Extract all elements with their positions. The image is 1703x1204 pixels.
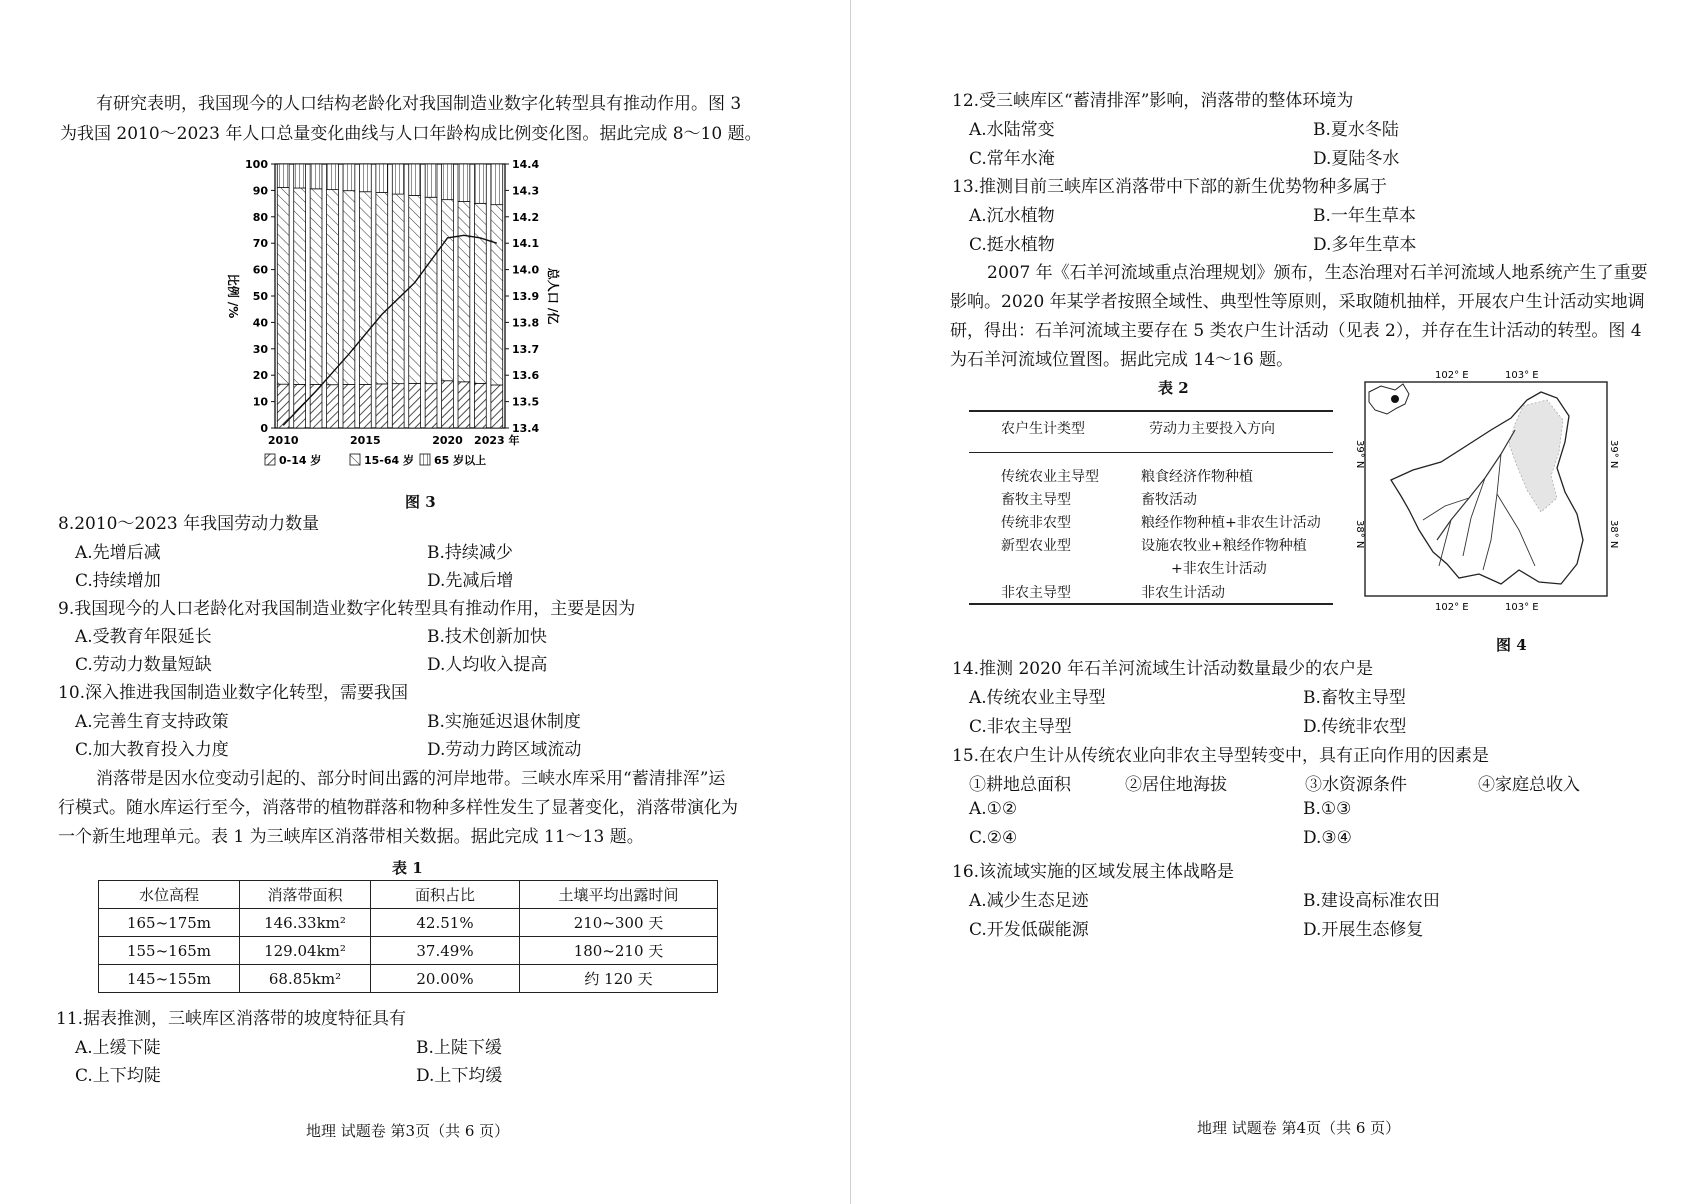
- y-tick-label-left: 10: [252, 395, 268, 409]
- x-tick-label: 2010: [267, 434, 299, 447]
- q16-option-b[interactable]: B.建设高标准农田: [1303, 891, 1440, 911]
- map-lon-label-bottom-1: 102° E: [1435, 602, 1469, 613]
- q12-option-d[interactable]: D.夏陆冬水: [1313, 149, 1400, 169]
- y-tick-label-left: 100: [245, 158, 268, 171]
- map-lat-label-right-1: 39° N: [1608, 440, 1619, 469]
- q15-factor-4: ④家庭总收入: [1478, 775, 1580, 795]
- bar-segment-0-14: [294, 384, 306, 428]
- y-tick-label-right: 13.6: [512, 369, 540, 383]
- table1-cell: 180~210 天: [520, 937, 718, 965]
- page-footer-right: 地理 试题卷 第4页（共 6 页）: [1197, 1119, 1401, 1137]
- bar-segment-65-plus: [277, 164, 289, 187]
- page-right: [851, 0, 1703, 1204]
- figure4-caption: 图 4: [1496, 636, 1527, 654]
- bar-segment-0-14: [343, 384, 355, 428]
- y-tick-label-right: 13.4: [512, 422, 540, 435]
- legend-swatch: [265, 454, 275, 465]
- y-tick-label-left: 20: [252, 369, 268, 383]
- table2-cell: 粮经作物种植+非农生计活动: [1141, 515, 1321, 531]
- map-lon-label-top-1: 102° E: [1435, 370, 1469, 381]
- bar-segment-0-14: [442, 381, 454, 428]
- q11-option-d[interactable]: D.上下均缓: [416, 1066, 503, 1086]
- bar-segment-15-64: [376, 193, 388, 384]
- y-axis-label-right: 总人口 /亿: [546, 267, 560, 325]
- table1-cell: 约 120 天: [520, 965, 718, 993]
- q12-option-c[interactable]: C.常年水淹: [969, 149, 1055, 169]
- y-tick-label-left: 80: [252, 210, 268, 224]
- passage2-line-2: 行模式。随水库运行至今，消落带的植物群落和物种多样性发生了显著变化，消落带演化为: [58, 798, 738, 818]
- bar-segment-65-plus: [409, 164, 421, 195]
- q12-stem: 12.受三峡库区“蓄清排浑”影响，消落带的整体环境为: [952, 91, 1354, 111]
- bar-segment-15-64: [277, 187, 289, 384]
- bar-segment-0-14: [392, 384, 404, 428]
- table2-top-rule: [969, 410, 1333, 412]
- map-lat-label-left-2: 38° N: [1354, 520, 1365, 549]
- bar-segment-0-14: [474, 383, 486, 428]
- x-tick-label: 2023 年: [474, 434, 520, 447]
- bar-segment-15-64: [327, 190, 339, 385]
- q8-option-a[interactable]: A.先增后减: [75, 543, 161, 563]
- q8-option-d[interactable]: D.先减后增: [427, 571, 514, 591]
- table2-header-rule: [969, 452, 1333, 453]
- q15-option-d[interactable]: D.③④: [1303, 828, 1352, 848]
- table-row: [99, 937, 718, 965]
- table2-title: 表 2: [1158, 379, 1189, 397]
- y-tick-label-right: 13.5: [512, 395, 540, 409]
- bar-segment-65-plus: [310, 164, 322, 189]
- table1-cell: 42.51%: [371, 909, 520, 937]
- table1-cell: 68.85km²: [240, 965, 371, 993]
- y-tick-label-right: 14.1: [512, 237, 540, 251]
- table1-cell: 20.00%: [371, 965, 520, 993]
- bar-segment-0-14: [409, 383, 421, 428]
- q15-factor-2: ②居住地海拔: [1125, 775, 1227, 795]
- table1-cell: 129.04km²: [240, 937, 371, 965]
- bar-segment-65-plus: [425, 164, 437, 197]
- y-tick-label-right: 14.0: [512, 263, 540, 277]
- q9-option-d[interactable]: D.人均收入提高: [427, 655, 548, 675]
- table2-cell: 畜牧主导型: [1001, 492, 1071, 508]
- bar-segment-65-plus: [442, 164, 454, 200]
- table2-cell: 新型农业型: [1001, 538, 1071, 554]
- bar-segment-65-plus: [343, 164, 355, 191]
- table1-header: 面积占比: [371, 881, 520, 909]
- table1-header-row: [99, 881, 718, 909]
- q11-stem: 11.据表推测，三峡库区消落带的坡度特征具有: [56, 1009, 407, 1029]
- map-lon-label-top-2: 103° E: [1505, 370, 1539, 381]
- passage2-line-1: 消落带是因水位变动引起的、部分时间出露的河岸地带。三峡水库采用“蓄清排浑”运: [96, 769, 726, 789]
- q13-option-b[interactable]: B.一年生草本: [1313, 206, 1416, 226]
- table2-cell: 传统农业主导型: [1001, 469, 1099, 485]
- table1-cell: 165~175m: [99, 909, 240, 937]
- x-tick-label: 2020: [432, 434, 463, 447]
- legend-label: 0-14 岁: [279, 454, 322, 467]
- table1: [98, 880, 718, 993]
- shiyang-river-map: [1351, 370, 1621, 620]
- y-tick-label-right: 14.3: [512, 184, 540, 198]
- figure3-caption: 图 3: [405, 493, 436, 511]
- bar-segment-0-14: [491, 385, 503, 428]
- y-tick-label-left: 60: [252, 263, 268, 277]
- q11-option-b[interactable]: B.上陡下缓: [416, 1038, 502, 1058]
- q10-option-a[interactable]: A.完善生育支持政策: [75, 712, 229, 732]
- q8-option-b[interactable]: B.持续减少: [427, 543, 513, 563]
- q11-option-c[interactable]: C.上下均陡: [75, 1066, 161, 1086]
- bar-segment-15-64: [458, 201, 470, 381]
- bar-segment-0-14: [359, 384, 371, 428]
- bar-segment-65-plus: [294, 164, 306, 188]
- y-tick-label-left: 0: [260, 422, 268, 435]
- bar-segment-0-14: [458, 382, 470, 428]
- table1-header: 消落带面积: [240, 881, 371, 909]
- legend-swatch: [350, 454, 360, 465]
- table1-title: 表 1: [392, 859, 423, 877]
- bar-segment-15-64: [310, 189, 322, 385]
- q12-option-b[interactable]: B.夏水冬陆: [1313, 120, 1399, 140]
- passage3-line-3: 研，得出：石羊河流域主要存在 5 类农户生计活动（见表 2），并存在生计活动的转型。图 4: [950, 321, 1642, 341]
- plot-frame: [275, 164, 505, 428]
- bar-segment-15-64: [425, 197, 437, 383]
- table2-cell: 粮食经济作物种植: [1141, 469, 1253, 485]
- y-tick-label-right: 14.4: [512, 158, 540, 171]
- table1-cell: 37.49%: [371, 937, 520, 965]
- passage3-line-1: 2007 年《石羊河流域重点治理规划》颁布，生态治理对石羊河流域人地系统产生了重要: [987, 263, 1648, 283]
- q16-option-a[interactable]: A.减少生态足迹: [969, 891, 1089, 911]
- q15-factor-1: ①耕地总面积: [969, 775, 1071, 795]
- bar-segment-0-14: [425, 384, 437, 428]
- q16-option-c[interactable]: C.开发低碳能源: [969, 920, 1089, 940]
- passage3-line-4: 为石羊河流域位置图。据此完成 14～16 题。: [950, 350, 1294, 370]
- bar-segment-15-64: [359, 192, 371, 385]
- table1-cell: 145~155m: [99, 965, 240, 993]
- q14-option-b[interactable]: B.畜牧主导型: [1303, 688, 1406, 708]
- q14-option-a[interactable]: A.传统农业主导型: [969, 688, 1106, 708]
- y-tick-label-left: 90: [252, 184, 268, 198]
- q8-stem: 8.2010～2023 年我国劳动力数量: [58, 514, 320, 534]
- y-tick-label-left: 70: [252, 237, 268, 251]
- q10-option-b[interactable]: B.实施延迟退休制度: [427, 712, 581, 732]
- bar-segment-65-plus: [491, 164, 503, 205]
- x-tick-label: 2015: [350, 434, 381, 447]
- q15-option-a[interactable]: A.①②: [969, 799, 1018, 819]
- table2-bottom-rule: [969, 603, 1333, 605]
- location-marker: [1391, 395, 1399, 403]
- legend-label: 15-64 岁: [364, 454, 415, 467]
- q13-option-c[interactable]: C.挺水植物: [969, 235, 1055, 255]
- table-row: [99, 965, 718, 993]
- y-tick-label-right: 14.2: [512, 210, 540, 224]
- intro-paragraph-line-1: 有研究表明，我国现今的人口结构老龄化对我国制造业数字化转型具有推动作用。图 3: [96, 94, 742, 114]
- intro-paragraph-line-2: 为我国 2010～2023 年人口总量变化曲线与人口年龄构成比例变化图。据此完成 8～10 题。: [60, 124, 762, 144]
- bar-segment-15-64: [491, 205, 503, 385]
- q16-option-d[interactable]: D.开展生态修复: [1303, 920, 1424, 940]
- y-tick-label-left: 40: [252, 316, 268, 330]
- map-lon-label-bottom-2: 103° E: [1505, 602, 1539, 613]
- y-tick-label-left: 30: [252, 342, 268, 356]
- table2-cell: 设施农牧业+粮经作物种植: [1141, 538, 1307, 554]
- bar-segment-15-64: [474, 203, 486, 383]
- y-tick-label-right: 13.9: [512, 290, 540, 303]
- table1-cell: 146.33km²: [240, 909, 371, 937]
- q15-option-c[interactable]: C.②④: [969, 828, 1018, 848]
- bar-segment-0-14: [376, 384, 388, 428]
- bar-segment-15-64: [392, 194, 404, 384]
- bar-segment-65-plus: [474, 164, 486, 203]
- table2-header: 劳动力主要投入方向: [1149, 421, 1275, 437]
- y-tick-label-left: 50: [252, 290, 268, 303]
- table1-cell: 210~300 天: [520, 909, 718, 937]
- q9-stem: 9.我国现今的人口老龄化对我国制造业数字化转型具有推动作用，主要是因为: [58, 599, 636, 619]
- q9-option-a[interactable]: A.受教育年限延长: [75, 627, 212, 647]
- q16-stem: 16.该流域实施的区域发展主体战略是: [952, 862, 1235, 882]
- map-lat-label-left-1: 39° N: [1354, 440, 1365, 469]
- q14-option-d[interactable]: D.传统非农型: [1303, 717, 1407, 737]
- q12-option-a[interactable]: A.水陆常变: [969, 120, 1055, 140]
- bar-segment-65-plus: [327, 164, 339, 190]
- legend-swatch: [420, 454, 430, 465]
- table2-cell: 非农主导型: [1001, 585, 1071, 601]
- q10-option-c[interactable]: C.加大教育投入力度: [75, 740, 229, 760]
- page-footer-left: 地理 试题卷 第3页（共 6 页）: [306, 1122, 510, 1140]
- bar-segment-0-14: [327, 385, 339, 428]
- table1-cell: 155~165m: [99, 937, 240, 965]
- passage3-line-2: 影响。2020 年某学者按照全域性、典型性等原则，采取随机抽样，开展农户生计活动实地调: [950, 292, 1645, 312]
- table2-cell: 非农生计活动: [1141, 585, 1225, 601]
- q8-option-c[interactable]: C.持续增加: [75, 571, 161, 591]
- q11-option-a[interactable]: A.上缓下陡: [75, 1038, 161, 1058]
- q13-option-d[interactable]: D.多年生草本: [1313, 235, 1417, 255]
- table2-header: 农户生计类型: [1001, 421, 1085, 437]
- table2-cell: +非农生计活动: [1171, 561, 1267, 577]
- population-chart: [215, 152, 595, 472]
- bar-segment-15-64: [442, 200, 454, 381]
- bar-segment-65-plus: [376, 164, 388, 193]
- bar-segment-15-64: [294, 188, 306, 384]
- y-axis-label-left: 比例 /%: [226, 273, 240, 319]
- q15-factor-3: ③水资源条件: [1305, 775, 1407, 795]
- passage2-line-3: 一个新生地理单元。表 1 为三峡库区消落带相关数据。据此完成 11～13 题。: [58, 827, 644, 847]
- bar-segment-65-plus: [392, 164, 404, 194]
- legend-label: 65 岁以上: [434, 454, 487, 467]
- q13-option-a[interactable]: A.沉水植物: [969, 206, 1055, 226]
- q9-option-b[interactable]: B.技术创新加快: [427, 627, 547, 647]
- bar-segment-15-64: [409, 195, 421, 383]
- table2-cell: 畜牧活动: [1141, 492, 1197, 508]
- page-left: [0, 0, 850, 1204]
- y-tick-label-right: 13.8: [512, 316, 540, 330]
- bar-segment-65-plus: [458, 164, 470, 201]
- q10-stem: 10.深入推进我国制造业数字化转型，需要我国: [58, 683, 409, 703]
- q14-stem: 14.推测 2020 年石羊河流域生计活动数量最少的农户是: [952, 659, 1374, 679]
- q10-option-d[interactable]: D.劳动力跨区域流动: [427, 740, 582, 760]
- q9-option-c[interactable]: C.劳动力数量短缺: [75, 655, 212, 675]
- bar-segment-15-64: [343, 191, 355, 385]
- map-lat-label-right-2: 38° N: [1608, 520, 1619, 549]
- table2-cell: 传统非农型: [1001, 515, 1071, 531]
- q14-option-c[interactable]: C.非农主导型: [969, 717, 1072, 737]
- q13-stem: 13.推测目前三峡库区消落带中下部的新生优势物种多属于: [952, 177, 1388, 197]
- table1-header: 水位高程: [99, 881, 240, 909]
- bar-segment-65-plus: [359, 164, 371, 192]
- y-tick-label-right: 13.7: [512, 342, 540, 356]
- table-row: [99, 909, 718, 937]
- q15-option-b[interactable]: B.①③: [1303, 799, 1352, 819]
- q15-stem: 15.在农户生计从传统农业向非农主导型转变中，具有正向作用的因素是: [952, 746, 1490, 766]
- table1-header: 土壤平均出露时间: [520, 881, 718, 909]
